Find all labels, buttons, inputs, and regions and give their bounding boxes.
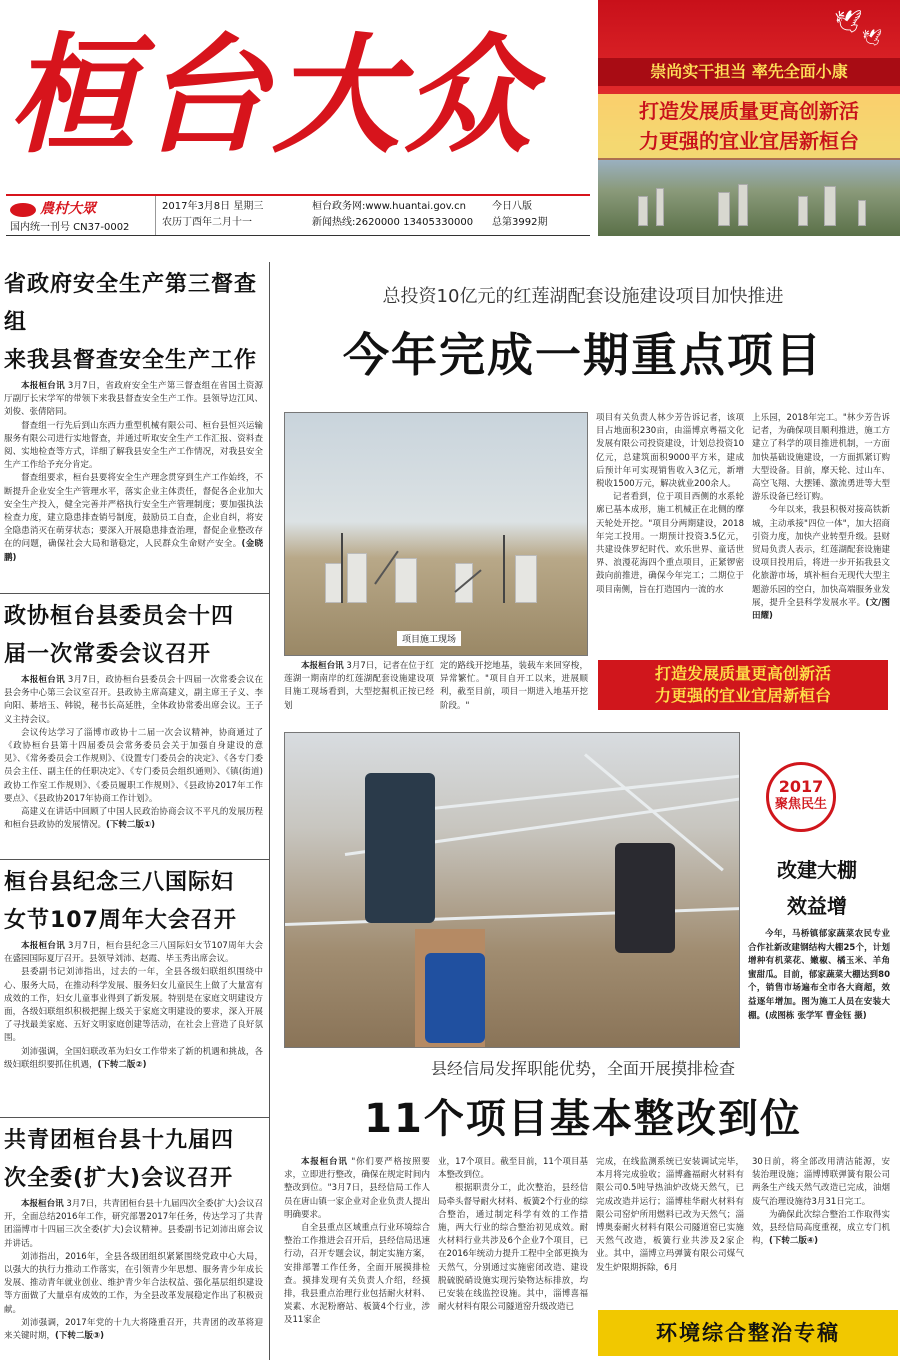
main-story-kicker: 总投资10亿元的红莲湖配套设施建设项目加快推进 <box>382 286 784 307</box>
news-hotline: 新闻热线:2620000 13405330000 <box>312 217 474 228</box>
worker-figure <box>425 953 485 1043</box>
issue-date: 2017年3月8日 星期三 <box>162 201 264 212</box>
article-paragraph: 本报桓台讯 3月7日，省政府安全生产第三督查组在省国土资源厅副厅长宋学军的带领下来我县督查安全生产工作。县领导边江风、刘俊、张倩陪同。 <box>4 381 263 418</box>
article-paragraph: 本报桓台讯 3月7日，桓台县纪念三八国际妇女节107周年大会在盛园国际夏厅召开。县领导刘沛、赵霞、毕玉秀出席会议。 <box>4 941 263 965</box>
website-link[interactable]: 桓台政务网:www.huantai.gov.cn <box>312 201 466 212</box>
ad-line-1: 打造发展质量更高创新活 <box>654 664 831 683</box>
dove-icon: 🕊 <box>834 10 862 35</box>
feature-title[interactable]: 改建大棚 效益增 <box>777 858 857 918</box>
photo-caption: 项目施工现场 <box>397 631 461 646</box>
article-paragraph: 县委副书记刘沛指出，过去的一年，全县各级妇联组织围绕中心、服务大局，在推动科学发展、服务妇女儿童民生上做了大量富有成效的工作，妇女儿童事业得到了新发展。特别是在家庭文明建设方面，各级妇联组织积极把握上级关于家庭文明建设的要求，深入开展了寻找最美家庭、五好文明家庭创建等活动，在社会上营造了良好氛围。 <box>4 967 263 1044</box>
worker-figure <box>365 773 435 923</box>
masthead-info-bar <box>6 194 590 236</box>
worker-figure <box>615 843 675 953</box>
greenhouse-photo <box>284 732 740 1048</box>
publisher-logo-icon <box>10 203 36 217</box>
slogan-ad-banner <box>598 660 888 710</box>
article-paragraph: 刘沛强调，全国妇联改革为妇女工作带来了新的机遇和挑战，各级妇联组织要抓住机遇，(下转二版②) <box>4 1046 263 1070</box>
main-story-col-4: 上乐园，2018年完工。"林少芳告诉记者，为确保项目顺利推进，施工方建立了科学的项目推进机制，一方面加快基础设施建设，一方面抓紧订购大型设备。目前，摩天轮、过山车、高空飞翔、大摆锤、激流勇进等大型游乐设备已经订购。 今年以来，我县积极对接高铁新城，主动承接"四位一体"，加大招商引资力度，加快产业转型升级。县财贸局负责人表示，红莲湖配套设施建设项目投用后，将进一步开拓我县文化旅游市场，填补桓台无现代大型主题游乐园的空白，加快高端服务业发展，提升全县科学发展水平。(文/图 田耀) <box>752 413 890 622</box>
continued-link: (下转二版③) <box>55 1331 104 1342</box>
continued-link: (下转二版①) <box>106 820 155 831</box>
issue-number: 总第3992期 <box>492 217 548 228</box>
date-box <box>156 196 306 235</box>
publisher-name: 農村大眾 <box>40 201 96 217</box>
article-cppcc-meeting[interactable] <box>0 594 269 860</box>
article-safety-inspection[interactable] <box>0 262 269 594</box>
article-title: 政协桓台县委员会十四 届一次常委会议召开 <box>4 604 235 667</box>
serial-number: 国内统一刊号 CN37-0002 <box>10 222 130 233</box>
article-paragraph: 高建义在讲话中回顾了中国人民政治协商会议不平凡的发展历程和桓台县政协的发展情况。(下转二版①) <box>4 807 263 831</box>
main-story-col-2: 定的路线开挖地基，装载车来回穿梭，异常繁忙。"项目自开工以来，进展顺利，截至目前，项目一期进入地基开挖阶段。" <box>440 661 588 711</box>
promo-line-2: 力更强的宜业宜居新桓台 <box>639 129 859 153</box>
promo-slogan: 崇尚实干担当 率先全面小康 <box>598 58 900 86</box>
focus-badge <box>766 762 836 832</box>
article-paragraph: 督查组要求，桓台县要将安全生产理念贯穿到生产工作始终，不断提升企业安全生产管理水平，落实企业主体责任，督促各企业加大安全生产投入，健全完善并严格执行安全生产管理制度；要加强执法检查力度，建立隐患排查销号制度，鼓励员工自查，企业自纠，将安全隐患消灭在萌芽状态；要深入开展隐患排查治理，督促企业整改存在的问题，确保社会大局和谐稳定，人民群众生命财产安全。(金晓鹏) <box>4 473 263 563</box>
main-story-headline[interactable]: 今年完成一期重点项目 <box>343 328 823 382</box>
story2-headline[interactable]: 11个项目基本整改到位 <box>364 1096 802 1142</box>
construction-site-photo <box>284 412 588 656</box>
feature-text: 今年，马桥镇郁家蔬菜农民专业合作社新改建钢结构大棚25个，计划增种有机菜花、嫩椒、橘玉米、羊角蜜甜瓜。目前，郁家蔬菜大棚达到80个，销售市场遍布全市各大商超，效益逐年增加。图为施工人员在安装大棚。(成图栋 张学军 曹金钰 摄) <box>748 929 890 1021</box>
promo-banner <box>598 0 900 236</box>
story2-col-2: 业，17个项目。截至目前，11个项目基本整改到位。 根据职责分工，此次整治，县经信局牵头督导耐火材料、板簧2个行业的综合整治，通过制定科学有效的工作措施，两大行业的综合整治初见成效。耐火材料行业共涉及6个企业7个项目，已在2016年统动力提升工程中全部更换为天然气，分别通过实施密闭改造、建设脱硫脱硝设施实现污染物达标排放，均已安装在线监控设施。其中，淄博喜福耐火材料有限公司隧道窑升级改造已 <box>438 1157 588 1313</box>
promo-line-1: 打造发展质量更高创新活 <box>639 99 859 123</box>
badge-year: 2017 <box>778 777 824 796</box>
masthead <box>0 0 900 262</box>
article-paragraph: 本报桓台讯 3月7日，政协桓台县委员会十四届一次常委会议在县会务中心第三会议室召开。县政协主席高建义，副主席王子义、李向阳、綦培玉、韩锐，秘书长高延胜，全体政协常委出席会议。王子义主持会议。 <box>4 675 263 725</box>
contact-box <box>306 196 486 235</box>
newspaper-title: 桓台大众 <box>8 21 537 171</box>
article-paragraph: 本报桓台讯 3月7日，共青团桓台县十九届四次全委(扩大)会议召开，全面总结2016年工作，研究部署2017年任务，传达学习了共青团淄博市十四届三次全委(扩大)会议精神。县委副书记刘沛出席会议并讲话。 <box>4 1199 263 1249</box>
story2-col-4: 30日前，将全部改用清洁能源，安装治理设施；淄博博联弹簧有限公司两条生产线天然气改造已完成，油烟废气治理设施待3月31日完工。 为确保此次综合整治工作取得实效，县经信局高度重视，成立专门机构，(下转二版④) <box>752 1157 890 1247</box>
article-womens-day[interactable] <box>0 860 269 1118</box>
publisher-box <box>6 196 156 235</box>
issue-box <box>486 196 586 235</box>
story2-kicker: 县经信局发挥职能优势，全面开展摸排检查 <box>430 1059 735 1078</box>
lunar-date: 农历丁酉年二月十一 <box>162 217 252 228</box>
article-title: 省政府安全生产第三督查组 来我县督查安全生产工作 <box>4 272 258 373</box>
story2-col-1: 本报桓台讯 "你们要严格按照要求，立即进行整改，确保在规定时间内整改到位。"3月7日，县经信局工作人员在唐山镇一家企业对企业负责人提出明确要求。 自全县重点区域重点行业环境综合整治工作推进会召开后，县经信局迅速行动，召开专题会议，制定实施方案，安排部署工作任务，全面开展摸排检查。摸排发现有关负责人介绍，经摸排，我县重点治理行业包括耐火材料、炭素、水泥粉磨站、板簧4个行业，涉及11家企 <box>284 1157 430 1326</box>
article-paragraph: 刘沛强调，2017年党的十九大将隆重召开，共青团的改革将迎来关键时期，(下转二版③) <box>4 1317 263 1342</box>
story2-col-3: 完成，在线监测系统已安装调试完毕，本月将完成验收；淄博鑫福耐火材料有限公司0.5吨导热油炉改烧天然气，已完成改造并运行；淄博桂华耐火材料有限公司窑炉所用燃料已改为天然气；淄博奥泰耐火材料有限公司隧道窑已实施天然气改造，板簧行业共涉及2家企业。其中，淄博立玛弹簧有限公司煤气发生炉限期拆除，6月 <box>596 1157 744 1273</box>
article-paragraph: 督查组一行先后到山东西力重型机械有限公司、桓台县恒兴运输服务有限公司进行实地督查，并通过听取安全生产工作汇报、资料查阅、实地检查等方式，详细了解我县安全生产工作情况，对我县安全生产工作给予充分肯定。 <box>4 420 263 471</box>
main-story-col-3: 项目有关负责人林少芳告诉记者，该项目占地面积230亩，由淄博京粤福文化发展有限公司投资建设，计划总投资10亿元，总建筑面积9000平方米，建成后预计年可实现销售收入3亿元，新增税收1500万元，解决就业200余人。 记者看到，位于项目西侧的水系轮廓已基本成形，施工机械正在北侧的摩天轮处开挖。"项目分两期建设，2018年完工投用。一期预计投资3.5亿元，共建设侏罗纪时代、欢乐世界、童话世界、浪漫花海四个重点项目，正紧锣密鼓向前推进，确保今年完工；二期位于项目南侧，旨在打造国内一流的水 <box>596 413 744 595</box>
continued-link: (下转二版②) <box>97 1059 147 1070</box>
article-paragraph: 会议传达学习了淄博市政协十二届一次会议精神，协商通过了《政协桓台县第十四届委员会常务委员会关于加强自身建设的意见》、《常务委员会工作规则》、《设置专门委员会的决定》、《各专门委员会主任、副主任的任职决定》、《专门委员会组织通则》、《镇(街道)政协工作室工作规则》、《委员履职工作规则》、《县政协2017年工作要点》、《县政协2017年协商工作计划》。 <box>4 727 263 804</box>
left-column <box>0 262 270 1360</box>
author-signoff: (文/图 田耀) <box>752 597 890 622</box>
author-signoff: (金晓鹏) <box>4 539 263 563</box>
special-report-banner: 环境综合整治专稿 <box>598 1310 898 1356</box>
article-youth-league[interactable] <box>0 1118 269 1360</box>
ad-line-2: 力更强的宜业宜居新桓台 <box>654 686 831 705</box>
main-story-col-1: 本报桓台讯 3月7日，记者在位于红莲湖一期南岸的红莲湖配套设施建设项目施工现场看到，大型挖掘机正按已经划 <box>284 661 434 711</box>
continued-link: (下转二版④) <box>769 1236 818 1247</box>
article-paragraph: 刘沛指出，2016年，全县各级团组织紧紧围绕党政中心大局，以强大的执行力推动工作落实，在引领青少年思想、服务青少年成长发展、推动青年就业创业、维护青少年合法权益、强化基层组织建设等方面做了大量卓有成效的工作，为全县改革发展稳定作出了积极贡献。 <box>4 1251 263 1315</box>
article-title: 桓台县纪念三八国际妇 女节107周年大会召开 <box>4 870 237 933</box>
feature-sidebar <box>744 732 890 1048</box>
badge-label: 聚焦民生 <box>774 797 827 812</box>
page-count: 今日八版 <box>492 201 532 212</box>
dove-icon: 🕊 <box>862 28 883 47</box>
article-title: 共青团桓台县十九届四 次全委(扩大)会议召开 <box>4 1128 235 1191</box>
city-skyline-image <box>598 160 900 236</box>
promo-headline <box>598 94 900 158</box>
